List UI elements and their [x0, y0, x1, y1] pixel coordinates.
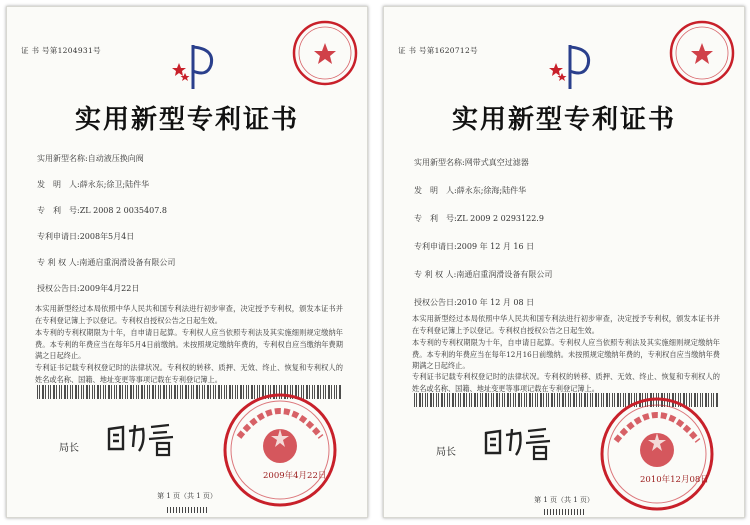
certificate-number: 证 书 号第1204931号 — [21, 46, 101, 55]
signature-icon — [103, 417, 183, 459]
certificate-right — [383, 6, 745, 518]
filing-date-field — [37, 231, 134, 242]
footer-code — [167, 507, 207, 513]
field-label: 专 利 权 人: — [37, 258, 80, 267]
field-value: 2009年4月22日 — [79, 284, 140, 293]
certificate-title: 实用新型专利证书 — [74, 105, 299, 135]
agency-seal-icon — [668, 19, 736, 87]
certificate-paragraph-1: 本实用新型经过本局依照中华人民共和国专利法进行初步审查，决定授予专利权，颁发本证书并在专利登记簿上予以登记。专利权自授权公告之日起生效。 — [412, 314, 720, 335]
signature-icon — [480, 421, 560, 463]
field-label: 专 利 权 人: — [414, 270, 457, 279]
field-value: 薛永东;徐卫;陆件华 — [79, 180, 150, 189]
page-number: 第 1 页（共 1 页） — [534, 496, 594, 504]
field-value: 2010 年 12 月 08 日 — [456, 298, 535, 307]
field-value: 2009 年 12 月 16 日 — [456, 242, 535, 251]
field-value: 网带式真空过滤器 — [464, 158, 529, 167]
field-value: ZL 2008 2 0035407.8 — [79, 206, 167, 215]
filing-date-field — [414, 241, 534, 252]
patentee-field — [37, 257, 175, 268]
footer-code — [544, 509, 584, 515]
field-value: 2008年5月4日 — [79, 232, 135, 241]
certificate-paragraph-1: 本实用新型经过本局依照中华人民共和国专利法进行初步审查，决定授予专利权，颁发本证书并在专利登记簿上予以登记。专利权自授权公告之日起生效。 — [35, 304, 343, 325]
field-label: 专利申请日: — [414, 242, 457, 251]
sipo-logo-icon — [171, 41, 217, 93]
certificate-paragraph-2: 本专利的专利权期限为十年，自申请日起算。专利权人应当依照专利法及其实施细则规定缴纳年费。本专利的年费应当在每年12月16日前缴纳。未按照规定缴纳年费的，专利权自应当缴纳年费期满之日起终止。 — [412, 338, 720, 371]
seal-date: 2010年12月08日 — [640, 475, 709, 485]
patentee-field — [414, 269, 552, 280]
certificate-paragraph-2: 本专利的专利权期限为十年，自申请日起算。专利权人应当依照专利法及其实施细则规定缴纳年费。本专利的年费应当在每年5月4日前缴纳。未按照规定缴纳年费的，专利权自应当缴纳年费期满之日起终止。 — [35, 328, 343, 361]
field-label: 授权公告日: — [414, 298, 457, 307]
field-value: 薛永东;徐海;陆件华 — [456, 186, 527, 195]
sipo-logo-icon — [548, 41, 594, 93]
inventor-field — [37, 179, 149, 190]
field-value: 自动液压换向阀 — [87, 154, 144, 163]
utility-model-name-field — [37, 153, 144, 164]
field-value: 南通启重润滑设备有限公司 — [79, 258, 176, 267]
certificate-title: 实用新型专利证书 — [451, 105, 676, 135]
director-label: 局长 — [436, 447, 456, 458]
field-label: 授权公告日: — [37, 284, 80, 293]
patent-number-field — [37, 205, 167, 216]
director-label: 局长 — [59, 443, 79, 454]
field-label: 发 明 人: — [414, 186, 457, 195]
field-label: 实用新型名称: — [37, 154, 88, 163]
field-label: 专 利 号: — [37, 206, 80, 215]
certificate-number: 证 书 号第1620712号 — [398, 46, 478, 55]
inventor-field — [414, 185, 526, 196]
field-label: 实用新型名称: — [414, 158, 465, 167]
patent-number-field — [414, 213, 544, 224]
field-label: 专 利 号: — [414, 214, 457, 223]
seal-date: 2009年4月22日 — [263, 471, 327, 481]
field-value: ZL 2009 2 0293122.9 — [456, 214, 544, 223]
certificate-paragraph-3: 专利证书记载专利权登记时的法律状况。专利权的转移、质押、无效、终止、恢复和专利权人的姓名或名称、国籍、地址变更等事项记载在专利登记簿上。 — [35, 363, 343, 384]
grant-date-field — [414, 297, 534, 308]
field-label: 发 明 人: — [37, 180, 80, 189]
certificate-left — [6, 6, 368, 518]
certificate-paragraph-3: 专利证书记载专利权登记时的法律状况。专利权的转移、质押、无效、终止、恢复和专利权人的姓名或名称、国籍、地址变更等事项记载在专利登记簿上。 — [412, 372, 720, 393]
page-number: 第 1 页（共 1 页） — [157, 492, 217, 500]
grant-date-field — [37, 283, 139, 294]
field-value: 南通启重润滑设备有限公司 — [456, 270, 553, 279]
field-label: 专利申请日: — [37, 232, 80, 241]
agency-seal-icon — [291, 19, 359, 87]
utility-model-name-field — [414, 157, 529, 168]
